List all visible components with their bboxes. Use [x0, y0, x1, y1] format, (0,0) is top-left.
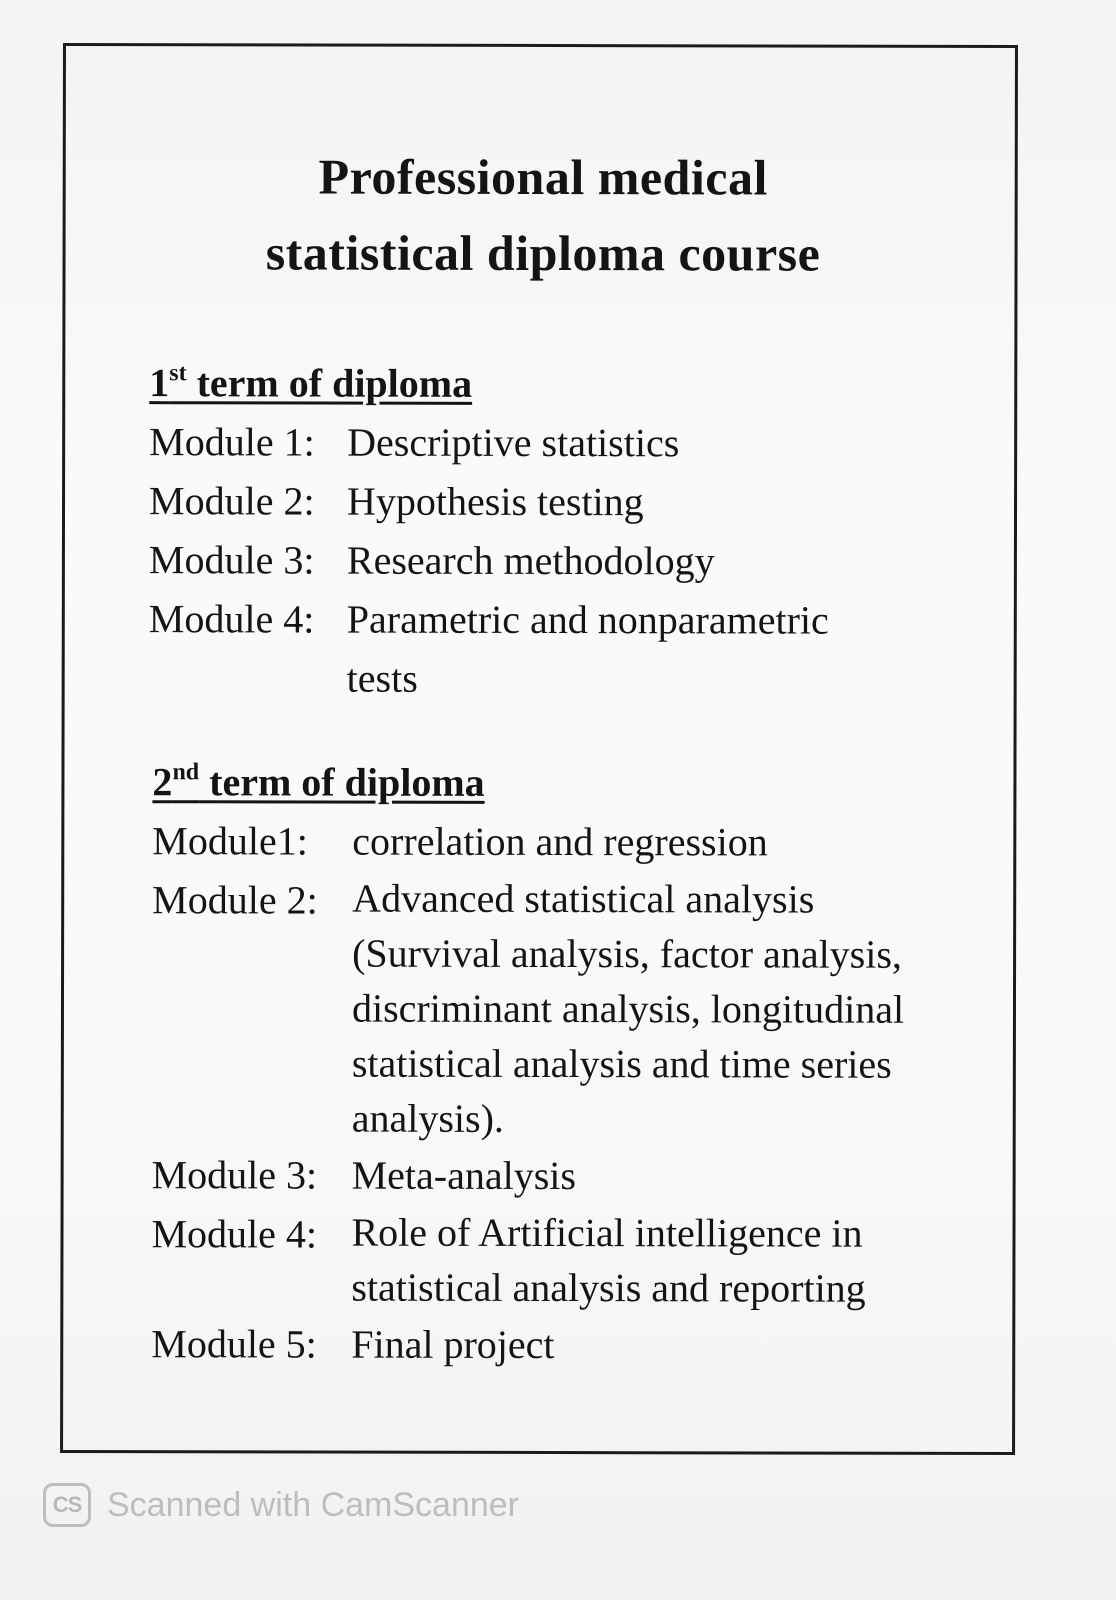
document-frame [60, 43, 1018, 1455]
camscanner-watermark [43, 1483, 519, 1527]
term-1-heading-text: term of diploma [186, 360, 473, 406]
list-item [149, 412, 907, 473]
term-2-ordinal-suffix: nd [172, 759, 200, 786]
module-label: Module 5: [151, 1321, 317, 1367]
module-title: Hypothesis testing [346, 478, 644, 525]
module-label: Module 4: [148, 596, 315, 642]
term-2-heading-text: term of diploma [199, 759, 485, 805]
list-item [152, 1145, 932, 1206]
module-label: Module 3: [148, 537, 315, 583]
term-2-module-list [151, 811, 932, 1375]
list-item [152, 811, 932, 872]
term-1-heading [149, 359, 472, 408]
module-label: Module 3: [151, 1152, 318, 1198]
list-item [152, 870, 933, 1147]
module-title: Advanced statistical analysis (Survival analysis, factor analysis, discriminant analysis, longitudinal statistical analysis and time series analysis). [351, 875, 905, 1141]
term-2-heading [152, 758, 484, 807]
list-item [149, 589, 907, 709]
module-title: Research methodology [346, 537, 715, 584]
module-title: Final project [351, 1321, 555, 1368]
watermark-text: Scanned with CamScanner [107, 1485, 520, 1524]
title-line-2: statistical diploma course [265, 224, 821, 282]
module-label: Module1: [152, 818, 308, 864]
module-label: Module 1: [149, 419, 315, 465]
module-title: correlation and regression [352, 818, 768, 865]
module-title: Role of Artificial intelligence in statistical analysis and reporting [351, 1209, 866, 1311]
term-2-number: 2 [152, 759, 173, 805]
module-title: Parametric and nonparametric tests [346, 596, 829, 701]
camscanner-logo-icon: CS [43, 1483, 91, 1527]
page-title [65, 138, 1020, 292]
module-title: Descriptive statistics [347, 419, 680, 466]
list-item [149, 530, 907, 591]
title-line-1: Professional medical [318, 148, 768, 206]
list-item [151, 1204, 931, 1316]
module-title: Meta-analysis [351, 1152, 577, 1199]
list-item [151, 1314, 931, 1375]
term-1-number: 1 [149, 360, 170, 406]
term-1-ordinal-suffix: st [169, 360, 187, 387]
list-item [149, 471, 907, 532]
module-label: Module 4: [151, 1211, 318, 1257]
term-1-module-list [149, 412, 908, 709]
module-label: Module 2: [152, 877, 318, 923]
module-label: Module 2: [148, 478, 315, 524]
